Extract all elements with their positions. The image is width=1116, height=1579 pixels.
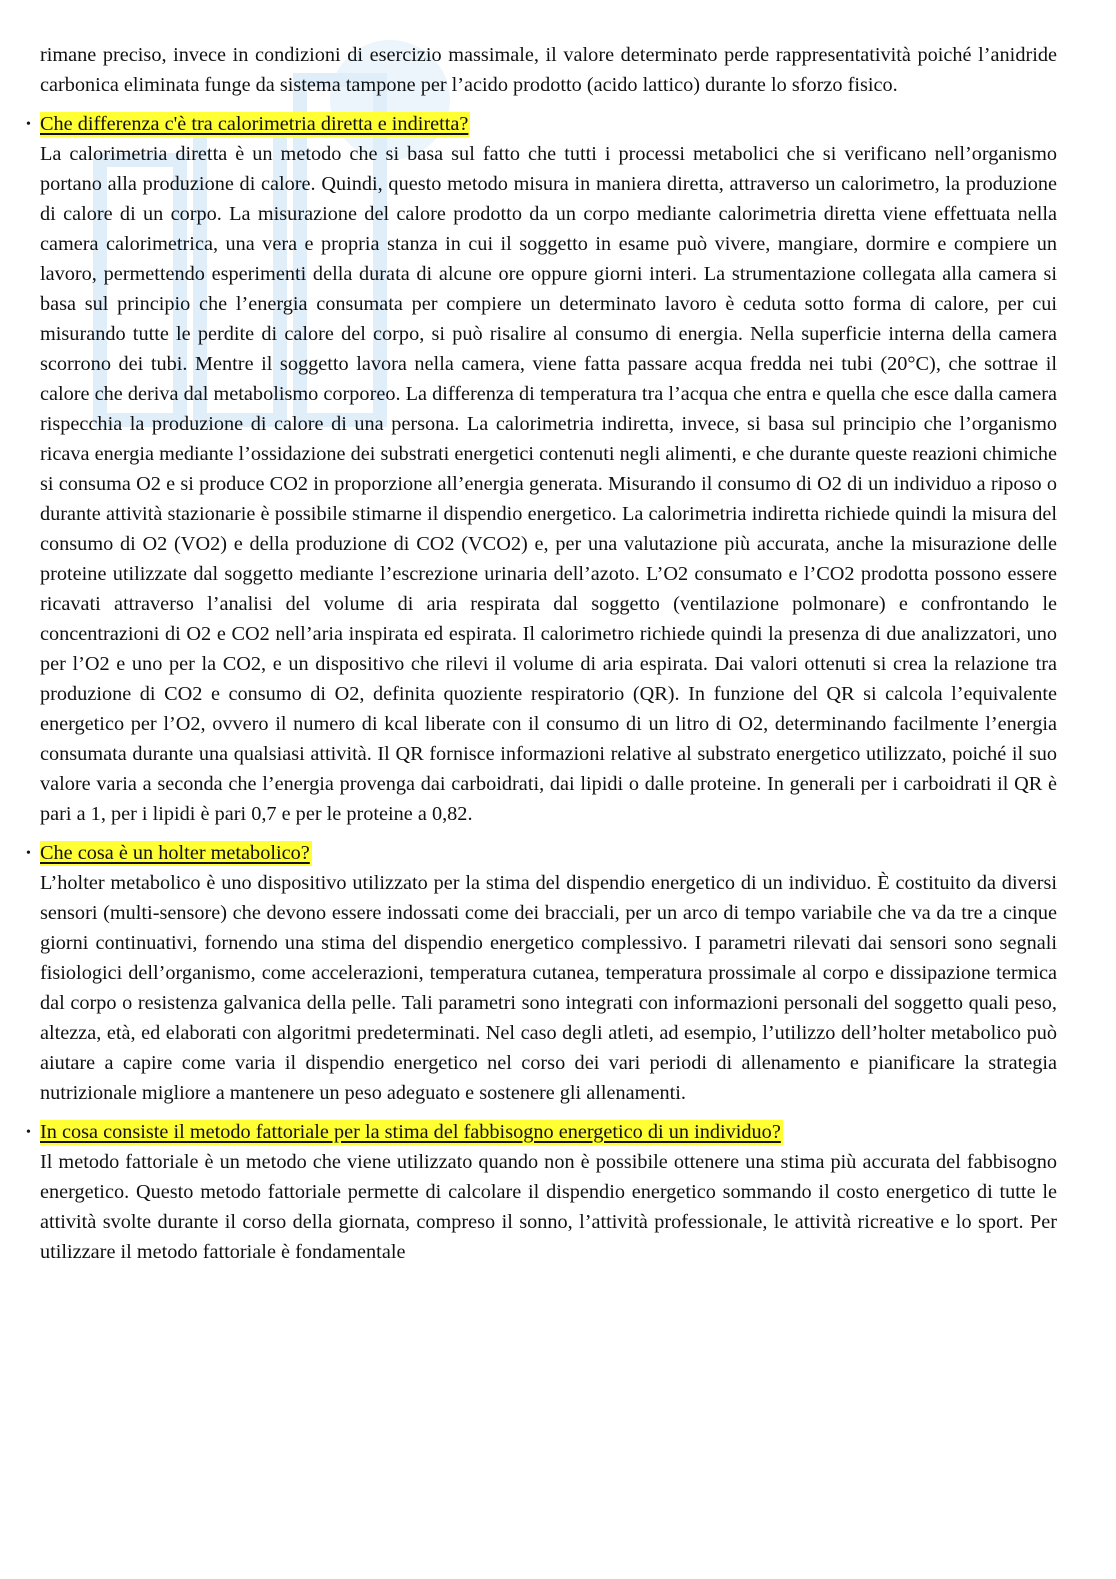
answer-paragraph: La calorimetria diretta è un metodo che si basa sul fatto che tutti i processi metabolici che si verificano nell’organismo portano alla produzione di calore. Quindi, questo metodo misura in maniera diretta, attraverso un calorimetro, la produzione di calore di un corpo. La misurazione del calore prodotto da un corpo mediante calorimetria diretta viene effettuata nella camera calorimetrica, una vera e propria stanza in cui il soggetto in esame può vivere, mangiare, dormire e compiere un lavoro, permettendo esperimenti della durata di alcune ore oppure giorni interi. La strumentazione collegata alla camera si basa sul principio che l’energia consumata per compiere un determinato lavoro è ceduta sotto forma di calore, per cui misurando tutte le perdite di calore del corpo, si può risalire al consumo di energia. Nella superficie interna della camera scorrono dei tubi. Mentre il soggetto lavora nella camera, viene fatta passare acqua fredda nei tubi (20°C), che sottrae il calore che deriva dal metabolismo corporeo. La differenza di temperatura tra l’acqua che entra e quella che esce dalla camera rispecchia la produzione di calore di una persona. La calorimetria indiretta, invece, si basa sul principio che l’organismo ricava energia mediante l’ossidazione dei substrati energetici contenuti negli alimenti, e che durante queste reazioni chimiche si consuma O2 e si produce CO2 in proporzione all’energia generata. Misurando il consumo di O2 di un individuo a riposo o durante attività stazionarie è possibile stimarne il dispendio energetico. La calorimetria indiretta richiede quindi la misura del consumo di O2 (VO2) e della produzione di CO2 (VCO2) e, per una valutazione più accurata, anche la misurazione delle proteine utilizzate dal soggetto mediante l’escrezione urinaria dell’azoto. L’O2 consumato e l’CO2 prodotta possono essere ricavati attraverso l’analisi del volume di aria respirata dal soggetto (ventilazione polmonare) e confrontando le concentrazioni di O2 e CO2 nell’aria inspirata ed espirata. Il calorimetro richiede quindi la presenza di due analizzatori, uno per l’O2 e uno per la CO2, e un dispositivo che rilevi il volume di aria espirata. Dai valori ottenuti si crea la relazione tra produzione di CO2 e consumo di O2, definita quoziente respiratorio (QR). In funzione del QR si calcola l’equivalente energetico per l’O2, ovvero il numero di kcal liberate con il consumo di un litro di O2, determinando facilmente l’energia consumata durante una qualsiasi attività. Il QR fornisce informazioni relative al substrato energetico utilizzato, poiché il suo valore varia a seconda che l’energia provenga dai carboidrati, dai lipidi o dalle proteine. In generali per i carboidrati il QR è pari a 1, per i lipidi è pari 0,7 e per le proteine a 0,82. (40, 143, 1057, 825)
bullet-icon: • (26, 1125, 31, 1140)
bullet-icon: • (26, 117, 31, 132)
question-heading (26, 839, 1057, 868)
question-text: In cosa consiste il metodo fattoriale per la stima del fabbisogno energetico di un individuo? (40, 1121, 781, 1143)
question-heading (26, 1118, 1057, 1147)
bullet-icon: • (26, 846, 31, 861)
answer-paragraph: L’holter metabolico è uno dispositivo utilizzato per la stima del dispendio energetico di un individuo. È costituito da diversi sensori (multi-sensore) che devono essere indossati come dei bracciali, per un arco di tempo variabile che va da tre a cinque giorni continuativi, fornendo una stima del dispendio energetico complessivo. I parametri rilevati dai sensori sono segnali fisiologici dell’organismo, come accelerazioni, temperatura cutanea, temperatura prossimale al corpo e dissipazione termica dal corpo o resistenza galvanica della pelle. Tali parametri sono integrati con informazioni personali del soggetto quali peso, altezza, età, ed elaborati con algoritmi predeterminati. Nel caso degli atleti, ad esempio, l’utilizzo dell’holter metabolico può aiutare a capire come varia il dispendio energetico nel corso dei vari periodi di allenamento e pianificare la strategia nutrizionale migliore a mantenere un peso adeguato e sostenere gli allenamenti. (40, 872, 1057, 1104)
document-page (26, 40, 1057, 1267)
question-text: Che cosa è un holter metabolico? (40, 842, 310, 864)
section-calorimetry (26, 110, 1057, 829)
question-text: Che differenza c'è tra calorimetria diretta e indiretta? (40, 113, 469, 135)
answer-paragraph: Il metodo fattoriale è un metodo che viene utilizzato quando non è possibile ottenere una stima più accurata del fabbisogno energetico. Questo metodo fattoriale permette di calcolare il dispendio energetico sommando il costo energetico di tutte le attività svolte durante il corso della giornata, compreso il sonno, l’attività professionale, le attività ricreative e lo sport. Per utilizzare il metodo fattoriale è fondamentale (40, 1151, 1057, 1263)
section-factorial-method (26, 1118, 1057, 1267)
section-holter (26, 839, 1057, 1108)
question-heading (26, 110, 1057, 139)
intro-paragraph: rimane preciso, invece in condizioni di esercizio massimale, il valore determinato perde rappresentatività poiché l’anidride carbonica eliminata funge da sistema tampone per l’acido prodotto (acido lattico) durante lo sforzo fisico. (40, 44, 1057, 96)
